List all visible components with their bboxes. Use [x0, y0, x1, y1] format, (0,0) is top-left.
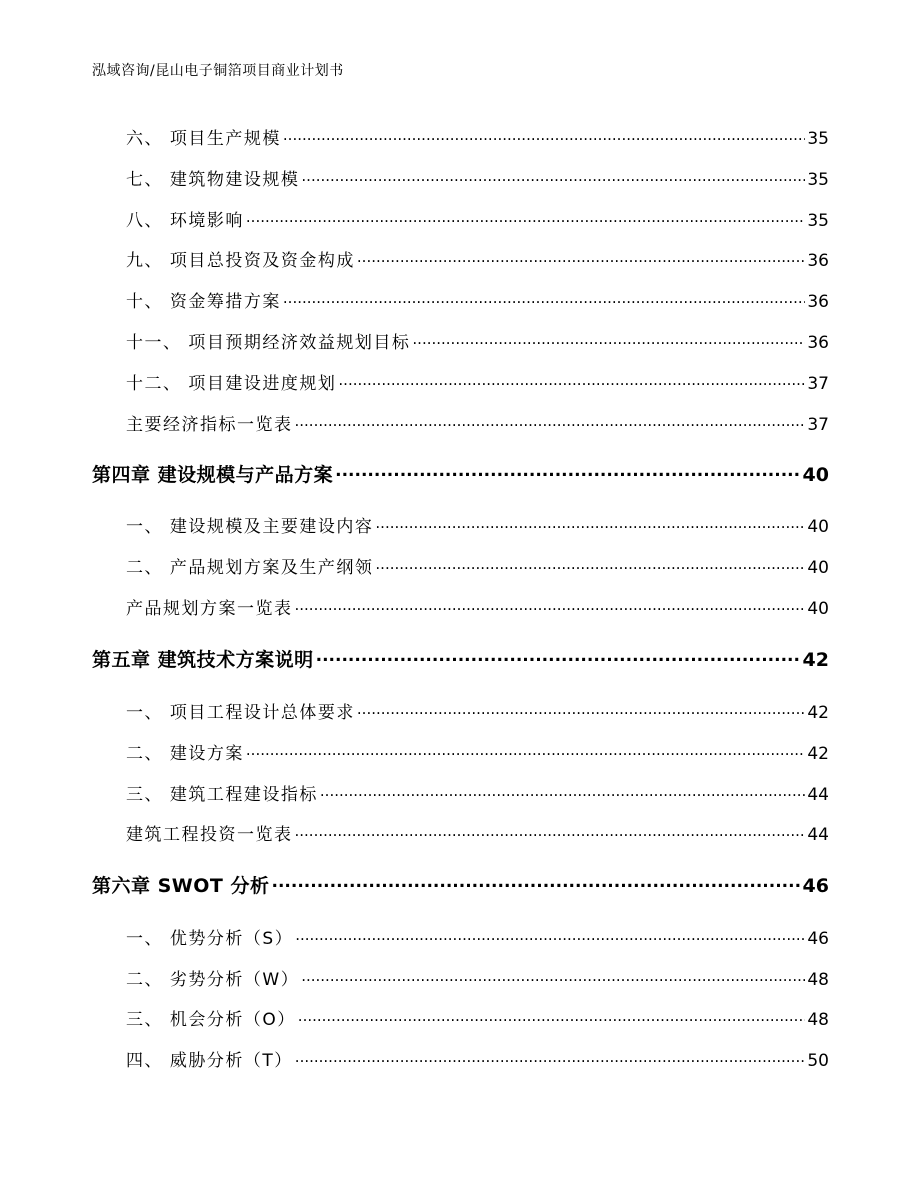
- toc-entry-title: 二、 劣势分析（W）: [126, 970, 300, 990]
- toc-entry[interactable]: [92, 512, 829, 537]
- toc-entry-page: 40: [807, 517, 829, 537]
- toc-chapter-page: 46: [802, 875, 829, 897]
- toc-entry[interactable]: [92, 206, 829, 231]
- toc-leader-dots: [283, 127, 805, 144]
- toc-chapter-title: 第六章 SWOT 分析: [92, 875, 270, 897]
- toc-leader-dots: [271, 873, 800, 892]
- toc-entry[interactable]: [92, 328, 829, 353]
- toc-leader-dots: [375, 515, 805, 532]
- toc-entry-title: 二、 产品规划方案及生产纲领: [126, 558, 374, 578]
- toc-entry-page: 48: [807, 970, 829, 990]
- toc-entry-title: 十一、 项目预期经济效益规划目标: [126, 333, 411, 353]
- toc-entry[interactable]: [92, 698, 829, 723]
- toc-leader-dots: [357, 249, 805, 266]
- toc-chapter-title: 第五章 建筑技术方案说明: [92, 649, 314, 671]
- toc-entry[interactable]: [92, 1046, 829, 1071]
- toc-leader-dots: [338, 372, 805, 389]
- toc-entry[interactable]: [92, 1005, 829, 1030]
- toc-leader-dots: [283, 290, 805, 307]
- toc-entry-title: 三、 机会分析（O）: [126, 1010, 296, 1030]
- toc-entry-title: 产品规划方案一览表: [126, 599, 293, 619]
- toc-entry-title: 二、 建设方案: [126, 744, 244, 764]
- toc-entry-title: 建筑工程投资一览表: [126, 825, 293, 845]
- toc-entry-title: 三、 建筑工程建设指标: [126, 785, 318, 805]
- toc-entry-page: 42: [807, 744, 829, 764]
- toc-entry[interactable]: [92, 369, 829, 394]
- toc-entry-title: 一、 优势分析（S）: [126, 929, 294, 949]
- toc-entry-page: 37: [807, 415, 829, 435]
- toc-chapter-entry[interactable]: [92, 871, 829, 898]
- toc-leader-dots: [335, 462, 800, 481]
- toc-leader-dots: [412, 331, 805, 348]
- toc-leader-dots: [298, 1008, 806, 1025]
- toc-entry[interactable]: [92, 780, 829, 805]
- toc-entry[interactable]: [92, 553, 829, 578]
- toc-leader-dots: [375, 556, 805, 573]
- toc-entry-page: 36: [807, 292, 829, 312]
- toc-entry[interactable]: [92, 924, 829, 949]
- toc-entry-page: 48: [807, 1010, 829, 1030]
- toc-entry[interactable]: [92, 246, 829, 271]
- toc-leader-dots: [295, 927, 805, 944]
- toc-entry-page: 36: [807, 251, 829, 271]
- toc-leader-dots: [357, 701, 805, 718]
- toc-entry[interactable]: [92, 124, 829, 149]
- toc-leader-dots: [246, 209, 805, 226]
- toc-entry-page: 36: [807, 333, 829, 353]
- toc-entry-title: 七、 建筑物建设规模: [126, 170, 300, 190]
- toc-chapter-page: 40: [802, 464, 829, 486]
- toc-entry-page: 46: [807, 929, 829, 949]
- toc-entry[interactable]: [92, 287, 829, 312]
- toc-entry-page: 37: [807, 374, 829, 394]
- toc-leader-dots: [320, 783, 805, 800]
- toc-entry[interactable]: [92, 820, 829, 845]
- toc-entry-page: 40: [807, 558, 829, 578]
- toc-entry-page: 40: [807, 599, 829, 619]
- toc-entry-page: 35: [807, 211, 829, 231]
- toc-leader-dots: [295, 1049, 806, 1066]
- toc-entry-page: 44: [807, 785, 829, 805]
- toc-entry-title: 主要经济指标一览表: [126, 415, 293, 435]
- toc-leader-dots: [295, 413, 806, 430]
- toc-entry[interactable]: [92, 594, 829, 619]
- toc-leader-dots: [301, 168, 805, 185]
- toc-entry-page: 44: [807, 825, 829, 845]
- toc-entry-page: 35: [807, 129, 829, 149]
- toc-entry-title: 八、 环境影响: [126, 211, 244, 231]
- page-header: 泓域咨询/昆山电子铜箔项目商业计划书: [92, 63, 344, 79]
- toc-leader-dots: [301, 968, 805, 985]
- toc-chapter-page: 42: [802, 649, 829, 671]
- toc-entry-title: 一、 建设规模及主要建设内容: [126, 517, 374, 537]
- toc-leader-dots: [316, 647, 801, 666]
- toc-entry-title: 四、 威胁分析（T）: [126, 1051, 293, 1071]
- toc-leader-dots: [295, 823, 806, 840]
- toc-chapter-entry[interactable]: [92, 460, 829, 487]
- toc-entry[interactable]: [92, 739, 829, 764]
- toc-entry-title: 十二、 项目建设进度规划: [126, 374, 337, 394]
- toc-entry[interactable]: [92, 965, 829, 990]
- toc-entry[interactable]: [92, 410, 829, 435]
- toc-entry-title: 十、 资金筹措方案: [126, 292, 281, 312]
- toc-entry[interactable]: [92, 165, 829, 190]
- toc-entry-page: 50: [807, 1051, 829, 1071]
- toc-entry-page: 35: [807, 170, 829, 190]
- toc-chapter-entry[interactable]: [92, 645, 829, 672]
- toc-entry-title: 一、 项目工程设计总体要求: [126, 703, 355, 723]
- toc-leader-dots: [295, 597, 806, 614]
- toc-chapter-title: 第四章 建设规模与产品方案: [92, 464, 334, 486]
- toc-entry-title: 九、 项目总投资及资金构成: [126, 251, 355, 271]
- toc-entry-page: 42: [807, 703, 829, 723]
- toc-leader-dots: [246, 742, 805, 759]
- toc-entry-title: 六、 项目生产规模: [126, 129, 281, 149]
